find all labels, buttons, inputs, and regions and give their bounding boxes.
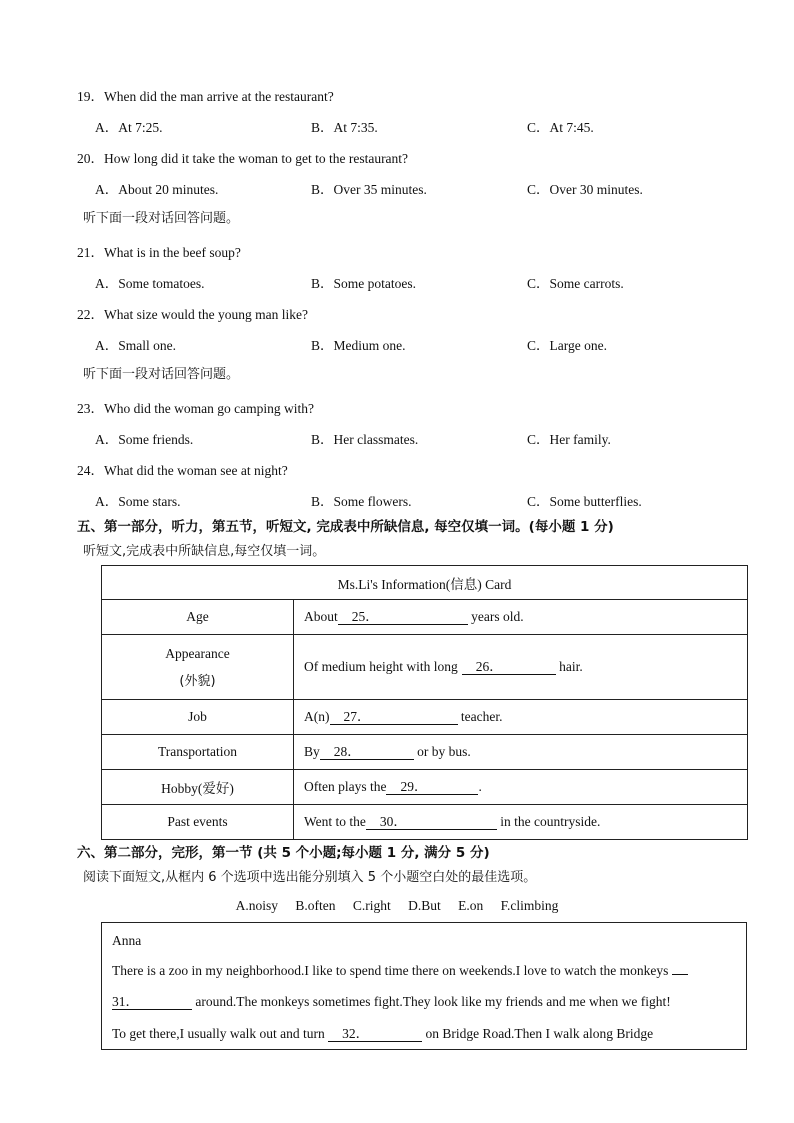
- table-row: [102, 600, 748, 635]
- word-option: F.climbing: [500, 898, 559, 913]
- row-text: in the countryside.: [500, 814, 601, 829]
- instruction-listen: 听下面一段对话回答问题。: [83, 211, 240, 226]
- table-row: [102, 635, 748, 700]
- row-text: .: [478, 779, 482, 794]
- option-a: A．Some friends.: [95, 432, 194, 447]
- section-5-instruction: 听短文,完成表中所缺信息,每空仅填一词。: [83, 544, 326, 559]
- table-row: [102, 805, 748, 840]
- blank-number: 32．: [342, 1026, 370, 1041]
- section-5-title: 五、第一部分，听力，第五节，听短文, 完成表中所缺信息, 每空仅填一词。(每小题 1 分): [77, 519, 614, 535]
- passage-text: There is a zoo in my neighborhood.I like to spend time there on weekends.I love to watch the monkeys: [112, 963, 669, 978]
- instruction-listen: 听下面一段对话回答问题。: [83, 367, 240, 382]
- question-stem: 23．Who did the woman go camping with?: [77, 401, 314, 416]
- row-value: [294, 635, 748, 700]
- row-text: By: [304, 744, 320, 759]
- answer-blank[interactable]: [386, 780, 478, 795]
- word-option: E.on: [458, 898, 484, 913]
- option-a: A．Small one.: [95, 338, 176, 353]
- blank-number: 30．: [379, 814, 407, 829]
- answer-blank[interactable]: [320, 745, 414, 760]
- row-text: Often plays the: [304, 779, 387, 794]
- word-bank: [0, 898, 794, 914]
- answer-blank[interactable]: [328, 1027, 422, 1042]
- row-text: Of medium height with long: [304, 659, 458, 674]
- row-label: Hobby(爱好): [102, 770, 294, 805]
- word-option: A.noisy: [235, 898, 278, 913]
- row-text: Went to the: [304, 814, 366, 829]
- card-title: Ms.Li's Information(信息) Card: [102, 566, 748, 600]
- section-6-instruction: 阅读下面短文,从框内 6 个选项中选出能分别填入 5 个小题空白处的最佳选项。: [83, 870, 537, 885]
- section-6-title: 六、第二部分，完形，第一节 (共 5 个小题;每小题 1 分, 满分 5 分): [77, 845, 490, 861]
- question-stem: 24．What did the woman see at night?: [77, 463, 288, 478]
- row-value: [294, 735, 748, 770]
- option-b: B．Medium one.: [311, 338, 406, 353]
- answer-blank[interactable]: [338, 610, 468, 625]
- option-b: B．At 7:35.: [311, 120, 378, 135]
- option-b: B．Over 35 minutes.: [311, 182, 427, 197]
- passage-line: [112, 994, 671, 1010]
- row-value: [294, 770, 748, 805]
- table-row: [102, 735, 748, 770]
- word-option: C.right: [352, 898, 391, 913]
- blank-number: 27．: [343, 709, 371, 724]
- row-value: [294, 805, 748, 840]
- table-row: [102, 700, 748, 735]
- row-label: Past events: [102, 805, 294, 840]
- option-c: C．Over 30 minutes.: [527, 182, 643, 197]
- blank-number: 29．: [400, 779, 428, 794]
- question-stem: 20．How long did it take the woman to get to the restaurant?: [77, 151, 409, 166]
- passage-text: To get there,I usually walk out and turn: [112, 1026, 325, 1041]
- passage-text: on Bridge Road.Then I walk along Bridge: [425, 1026, 654, 1041]
- row-label: Age: [102, 600, 294, 635]
- answer-blank[interactable]: [462, 660, 556, 675]
- word-option: B.often: [295, 898, 336, 913]
- row-text: or by bus.: [417, 744, 471, 759]
- option-a: A．At 7:25.: [95, 120, 163, 135]
- option-a: A．About 20 minutes.: [95, 182, 219, 197]
- option-b: B．Some potatoes.: [311, 276, 416, 291]
- blank-number: 31．: [112, 994, 139, 1009]
- question-stem: 21．What is in the beef soup?: [77, 245, 241, 260]
- word-option: D.But: [408, 898, 441, 913]
- row-text: years old.: [471, 609, 524, 624]
- answer-blank[interactable]: [330, 710, 458, 725]
- row-label: [102, 635, 294, 700]
- passage-line: [112, 963, 688, 979]
- answer-blank[interactable]: [112, 995, 192, 1010]
- option-a: A．Some stars.: [95, 494, 181, 509]
- option-a: A．Some tomatoes.: [95, 276, 205, 291]
- passage-box: [101, 922, 747, 1050]
- option-b: B．Some flowers.: [311, 494, 412, 509]
- row-label: Transportation: [102, 735, 294, 770]
- row-text: A(n): [304, 709, 330, 724]
- question-stem: 19．When did the man arrive at the restaurant?: [77, 89, 334, 104]
- question-stem: 22．What size would the young man like?: [77, 307, 308, 322]
- table-row: [102, 770, 748, 805]
- option-b: B．Her classmates.: [311, 432, 419, 447]
- row-value: [294, 700, 748, 735]
- row-label-line: Appearance: [165, 645, 230, 661]
- row-label-line: (外貌): [179, 673, 216, 689]
- row-text: teacher.: [460, 709, 503, 724]
- row-label: Job: [102, 700, 294, 735]
- passage-name: Anna: [112, 933, 142, 948]
- answer-blank[interactable]: [672, 974, 688, 975]
- option-c: C．Her family.: [527, 432, 611, 447]
- option-c: C．Large one.: [527, 338, 607, 353]
- answer-blank[interactable]: [366, 815, 497, 830]
- blank-number: 26．: [475, 659, 503, 674]
- blank-number: 28．: [333, 744, 361, 759]
- option-c: C．Some butterflies.: [527, 494, 642, 509]
- row-text: hair.: [559, 659, 583, 674]
- passage-line: [112, 1026, 653, 1042]
- passage-text: around.The monkeys sometimes fight.They look like my friends and me when we fight!: [195, 994, 671, 1009]
- row-text: About: [304, 609, 338, 624]
- blank-number: 25．: [351, 609, 379, 624]
- option-c: C．Some carrots.: [527, 276, 624, 291]
- option-c: C．At 7:45.: [527, 120, 594, 135]
- information-card-table: [101, 565, 748, 840]
- row-value: [294, 600, 748, 635]
